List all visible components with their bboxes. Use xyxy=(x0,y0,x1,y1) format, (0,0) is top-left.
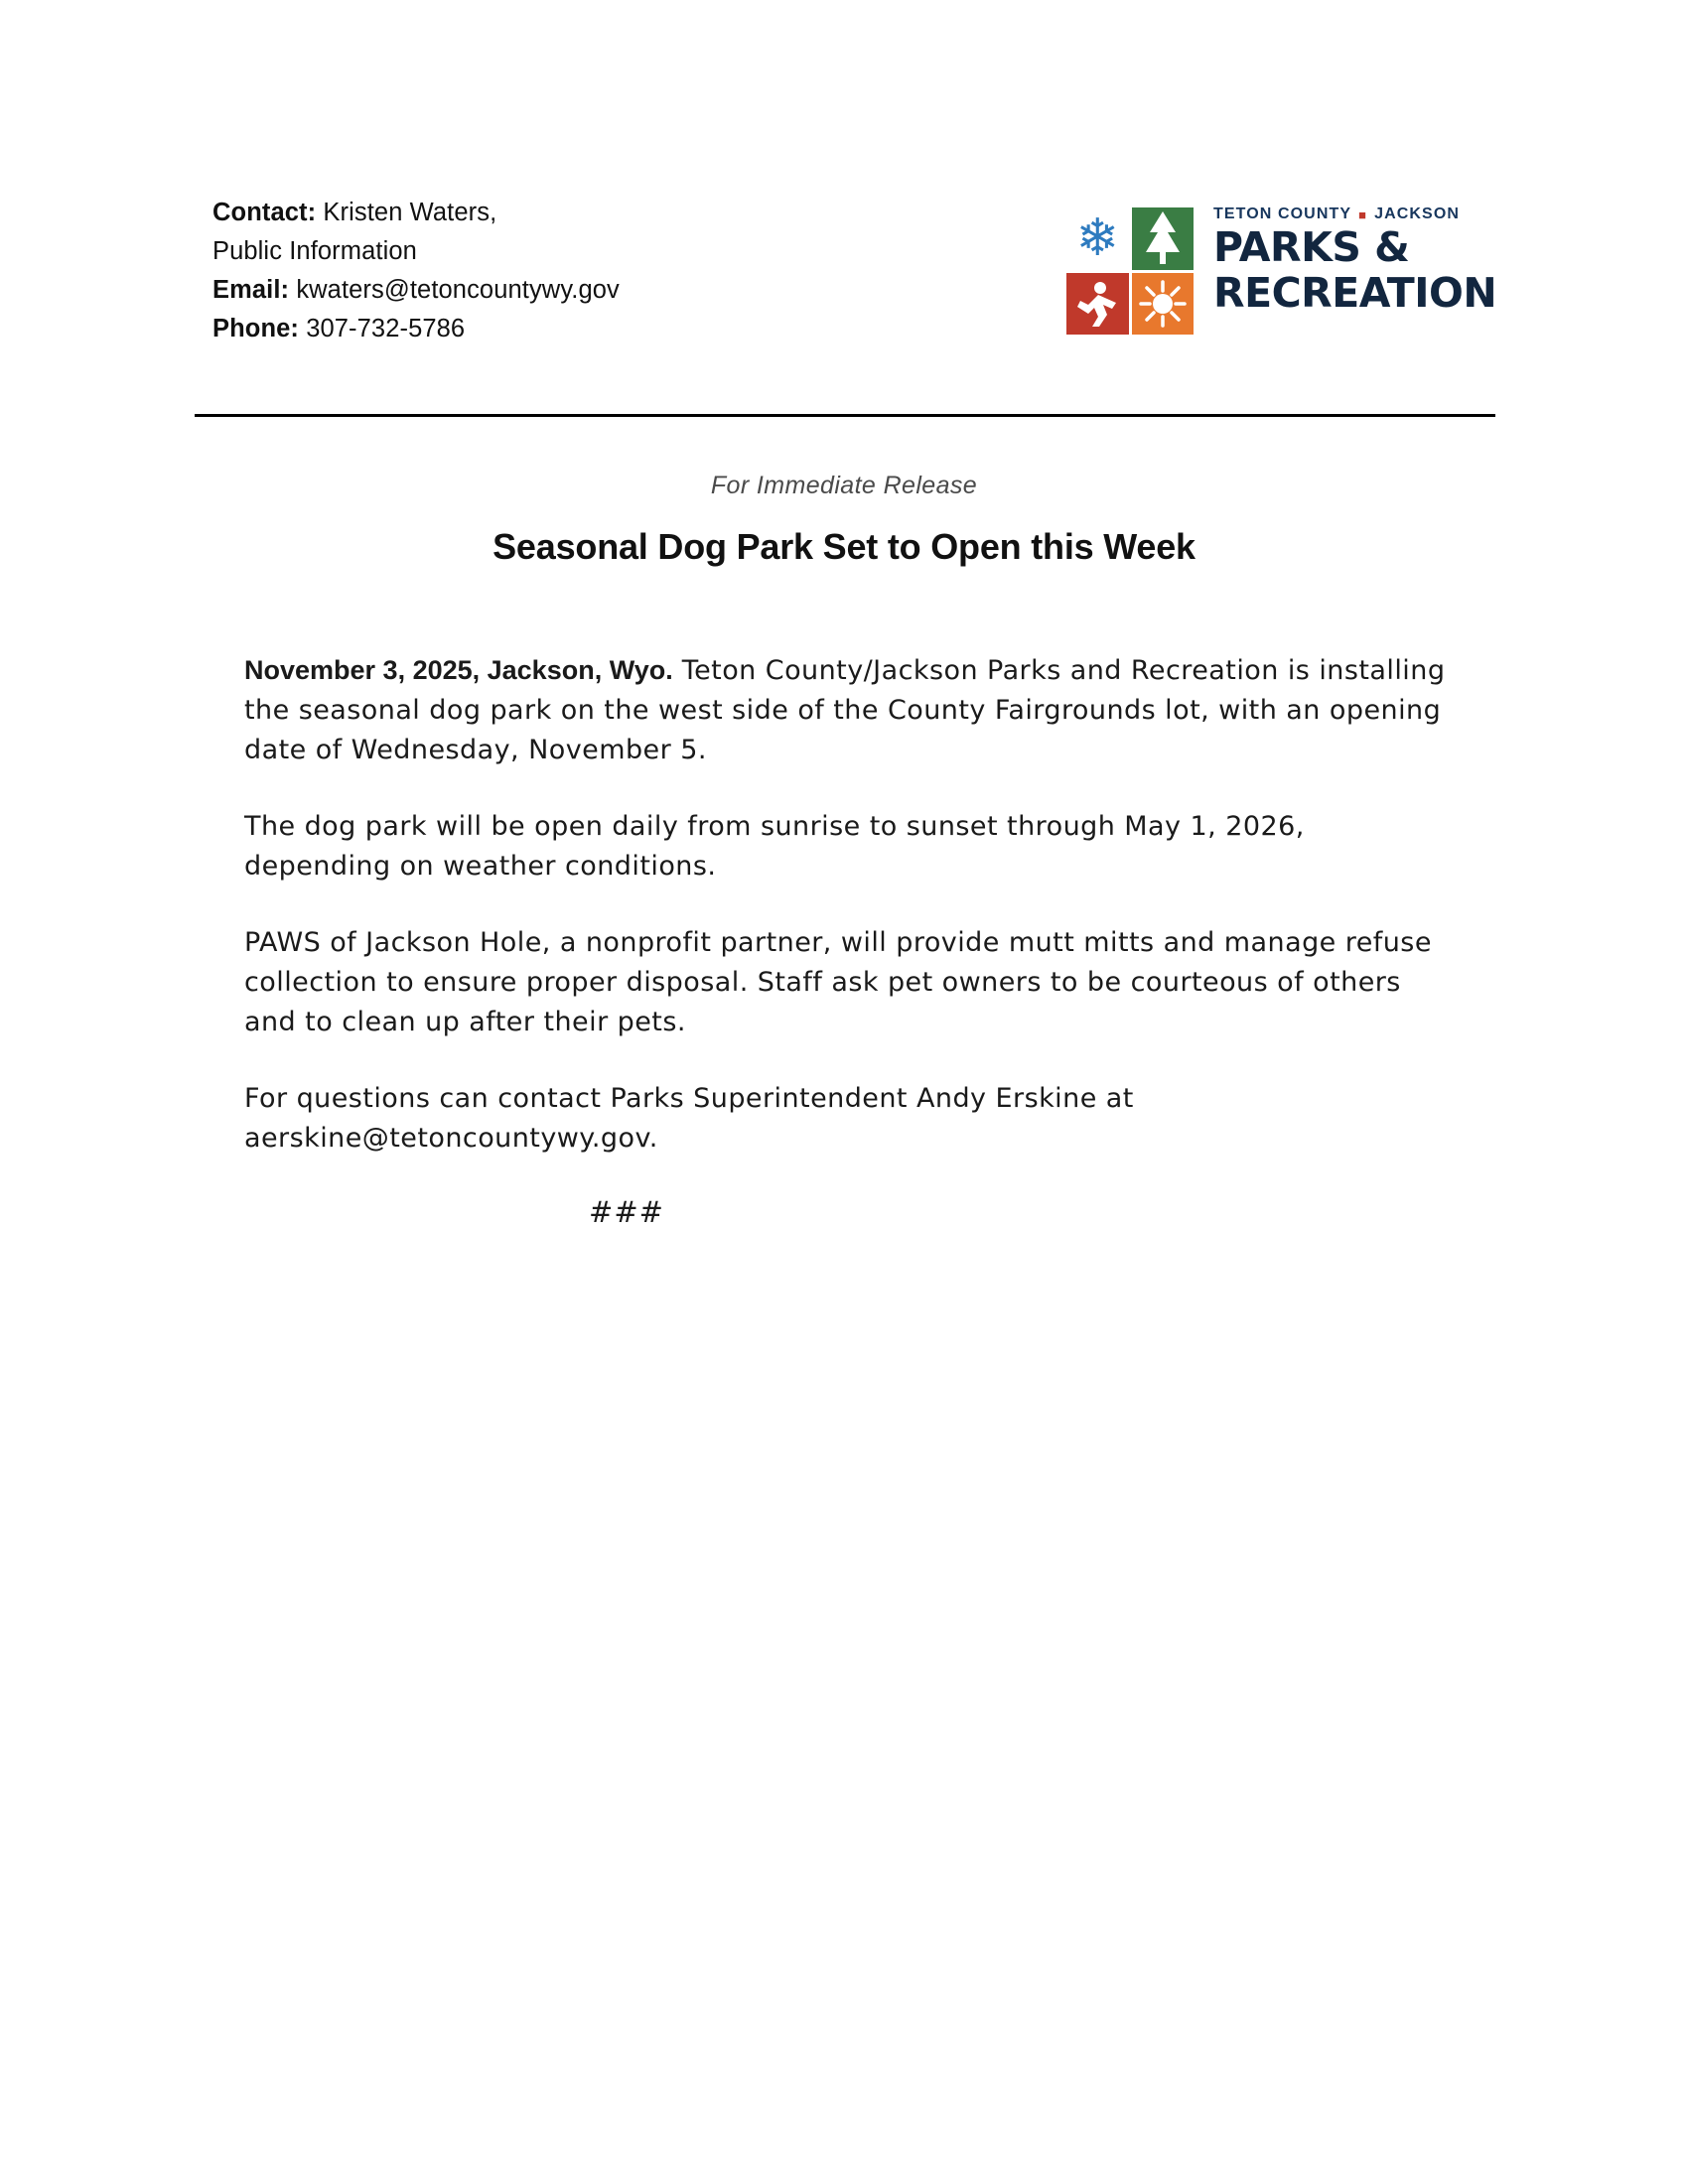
phone-label: Phone: xyxy=(212,315,300,342)
paragraph-4: For questions can contact Parks Superintendent Andy Erskine at aerskine@tetoncountywy.gov. xyxy=(244,1083,1134,1154)
sun-icon xyxy=(1138,279,1188,329)
snowflake-icon: ❄ xyxy=(1075,209,1120,268)
contact-department: Public Information xyxy=(212,237,417,265)
paragraph-1 xyxy=(244,650,1446,770)
article-body xyxy=(244,650,1446,1229)
release-notice: For Immediate Release xyxy=(710,472,978,499)
logo-name-line-1: PARKS & xyxy=(1213,223,1410,271)
phone-value: 307-732-5786 xyxy=(306,315,466,342)
parks-and-recreation-logo xyxy=(1066,202,1497,350)
dateline: November 3, 2025, Jackson, Wyo. xyxy=(244,655,673,685)
snowflake-tile xyxy=(1066,207,1129,270)
running-person-icon xyxy=(1074,279,1120,329)
paragraph-1-text: Teton County/Jackson Parks and Recreation is installing the seasonal dog park on the west side of the County Fairgrounds lot, with an opening date of Wednesday, November 5. xyxy=(244,655,1446,765)
header-divider xyxy=(195,414,1495,417)
sun-tile xyxy=(1132,273,1195,336)
paragraph-3: PAWS of Jackson Hole, a nonprofit partner, will provide mutt mitts and manage refuse collection to ensure proper disposal. Staff ask pet owners to be courteous of others and to clean up after their pets. xyxy=(244,927,1432,1037)
tree-tile xyxy=(1132,207,1195,270)
email-line xyxy=(212,271,620,310)
logo-name-line-2: RECREATION xyxy=(1213,269,1497,317)
pine-tree-icon xyxy=(1140,208,1186,268)
page-title: Seasonal Dog Park Set to Open this Week xyxy=(492,526,1196,567)
phone-line xyxy=(212,310,620,348)
logo-icon-grid xyxy=(1066,207,1194,335)
email-label: Email: xyxy=(212,276,290,304)
contact-block xyxy=(212,194,620,348)
logo-org-city: JACKSON xyxy=(1374,205,1461,222)
logo-org-county: TETON COUNTY xyxy=(1213,205,1352,222)
logo-wordmark xyxy=(1213,202,1497,317)
contact-line xyxy=(212,194,620,232)
logo-separator-icon: ■ xyxy=(1358,206,1368,222)
contact-label: Contact: xyxy=(212,199,317,226)
document-header xyxy=(212,194,1497,350)
person-tile xyxy=(1066,273,1129,336)
logo-org-line xyxy=(1213,205,1483,223)
end-mark: ### xyxy=(589,1195,664,1229)
contact-name: Kristen Waters, xyxy=(323,199,497,226)
email-value[interactable]: kwaters@tetoncountywy.gov xyxy=(296,276,620,304)
paragraph-2: The dog park will be open daily from sunrise to sunset through May 1, 2026, depending on weather conditions. xyxy=(244,811,1305,882)
